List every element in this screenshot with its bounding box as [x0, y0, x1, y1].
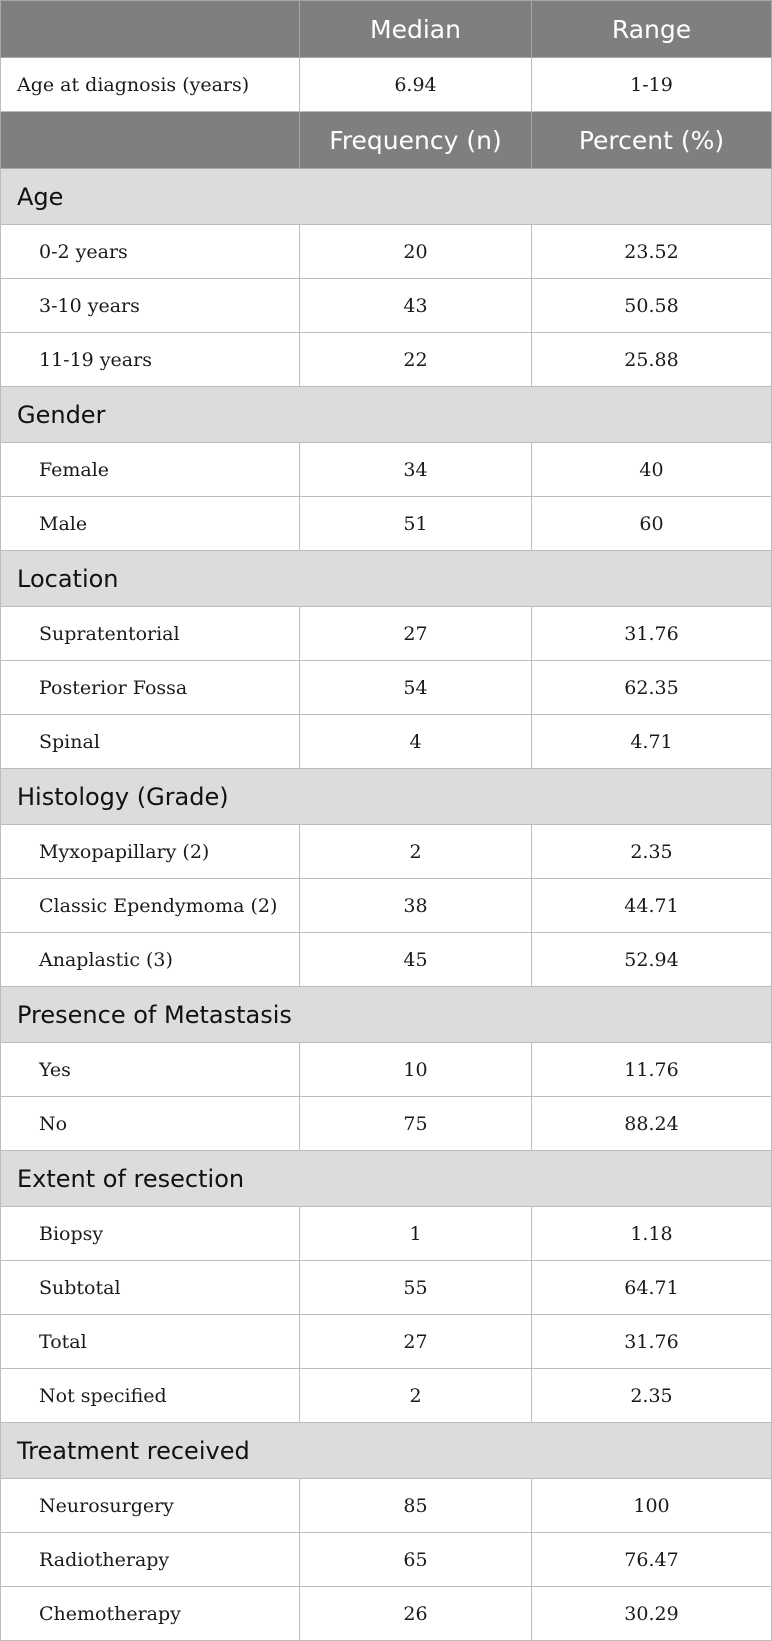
row-label: Radiotherapy	[1, 1533, 300, 1587]
section-header-treatment-received	[1, 1423, 772, 1479]
row-percent: 31.76	[532, 607, 772, 661]
row-percent: 25.88	[532, 333, 772, 387]
table-row	[1, 443, 772, 497]
row-label: Classic Ependymoma (2)	[1, 879, 300, 933]
row-frequency: 54	[300, 661, 532, 715]
table-row	[1, 933, 772, 987]
header-median: Median	[300, 1, 532, 58]
row-percent: 2.35	[532, 825, 772, 879]
section-header-histology-grade	[1, 769, 772, 825]
row-percent: 23.52	[532, 225, 772, 279]
row-frequency: 75	[300, 1097, 532, 1151]
table-row	[1, 1479, 772, 1533]
row-label: 11-19 years	[1, 333, 300, 387]
row-label: Neurosurgery	[1, 1479, 300, 1533]
section-title: Presence of Metastasis	[1, 987, 772, 1043]
row-frequency: 27	[300, 607, 532, 661]
row-label: No	[1, 1097, 300, 1151]
row-frequency: 51	[300, 497, 532, 551]
row-label: Anaplastic (3)	[1, 933, 300, 987]
section-header-gender	[1, 387, 772, 443]
age-at-diagnosis-median: 6.94	[300, 58, 532, 112]
row-frequency: 26	[300, 1587, 532, 1641]
table-row	[1, 1315, 772, 1369]
row-percent: 52.94	[532, 933, 772, 987]
row-percent: 60	[532, 497, 772, 551]
row-frequency: 38	[300, 879, 532, 933]
row-label: Chemotherapy	[1, 1587, 300, 1641]
row-frequency: 1	[300, 1207, 532, 1261]
row-label: Myxopapillary (2)	[1, 825, 300, 879]
row-frequency: 10	[300, 1043, 532, 1097]
row-label: Yes	[1, 1043, 300, 1097]
row-label: Total	[1, 1315, 300, 1369]
row-percent: 11.76	[532, 1043, 772, 1097]
section-title: Location	[1, 551, 772, 607]
header-percent: Percent (%)	[532, 112, 772, 169]
header-empty-cell	[1, 112, 300, 169]
row-frequency: 43	[300, 279, 532, 333]
row-percent: 64.71	[532, 1261, 772, 1315]
row-percent: 40	[532, 443, 772, 497]
header-range: Range	[532, 1, 772, 58]
table-row	[1, 607, 772, 661]
table-row	[1, 1043, 772, 1097]
row-frequency: 20	[300, 225, 532, 279]
row-frequency: 85	[300, 1479, 532, 1533]
section-title: Treatment received	[1, 1423, 772, 1479]
row-percent: 4.71	[532, 715, 772, 769]
table-row	[1, 1369, 772, 1423]
row-frequency: 34	[300, 443, 532, 497]
row-label: Spinal	[1, 715, 300, 769]
section-header-presence-of-metastasis	[1, 987, 772, 1043]
row-label: 0-2 years	[1, 225, 300, 279]
table-row	[1, 1533, 772, 1587]
table-row	[1, 497, 772, 551]
age-at-diagnosis-row	[1, 58, 772, 112]
row-frequency: 22	[300, 333, 532, 387]
row-percent: 31.76	[532, 1315, 772, 1369]
row-label: Biopsy	[1, 1207, 300, 1261]
row-percent: 50.58	[532, 279, 772, 333]
row-percent: 1.18	[532, 1207, 772, 1261]
row-percent: 62.35	[532, 661, 772, 715]
row-percent: 76.47	[532, 1533, 772, 1587]
table-row	[1, 1261, 772, 1315]
age-at-diagnosis-range: 1-19	[532, 58, 772, 112]
row-frequency: 4	[300, 715, 532, 769]
age-at-diagnosis-label: Age at diagnosis (years)	[1, 58, 300, 112]
section-title: Histology (Grade)	[1, 769, 772, 825]
row-label: Female	[1, 443, 300, 497]
row-percent: 100	[532, 1479, 772, 1533]
row-frequency: 2	[300, 1369, 532, 1423]
header-frequency: Frequency (n)	[300, 112, 532, 169]
table-row	[1, 879, 772, 933]
row-label: Not specified	[1, 1369, 300, 1423]
table-body	[1, 1, 772, 1641]
table-row	[1, 333, 772, 387]
row-percent: 44.71	[532, 879, 772, 933]
row-percent: 2.35	[532, 1369, 772, 1423]
row-percent: 88.24	[532, 1097, 772, 1151]
section-title: Gender	[1, 387, 772, 443]
table-row	[1, 225, 772, 279]
row-frequency: 45	[300, 933, 532, 987]
row-frequency: 2	[300, 825, 532, 879]
header-row-median-range	[1, 1, 772, 58]
section-header-location	[1, 551, 772, 607]
section-header-extent-of-resection	[1, 1151, 772, 1207]
row-label: Supratentorial	[1, 607, 300, 661]
section-header-age	[1, 169, 772, 225]
table-row	[1, 715, 772, 769]
row-label: 3-10 years	[1, 279, 300, 333]
section-title: Extent of resection	[1, 1151, 772, 1207]
row-label: Male	[1, 497, 300, 551]
row-label: Subtotal	[1, 1261, 300, 1315]
table-row	[1, 1097, 772, 1151]
header-empty-cell	[1, 1, 300, 58]
table-row	[1, 279, 772, 333]
table-row	[1, 1207, 772, 1261]
row-frequency: 27	[300, 1315, 532, 1369]
header-row-frequency-percent	[1, 112, 772, 169]
row-percent: 30.29	[532, 1587, 772, 1641]
table-row	[1, 661, 772, 715]
table-row	[1, 825, 772, 879]
row-frequency: 55	[300, 1261, 532, 1315]
row-label: Posterior Fossa	[1, 661, 300, 715]
section-title: Age	[1, 169, 772, 225]
row-frequency: 65	[300, 1533, 532, 1587]
